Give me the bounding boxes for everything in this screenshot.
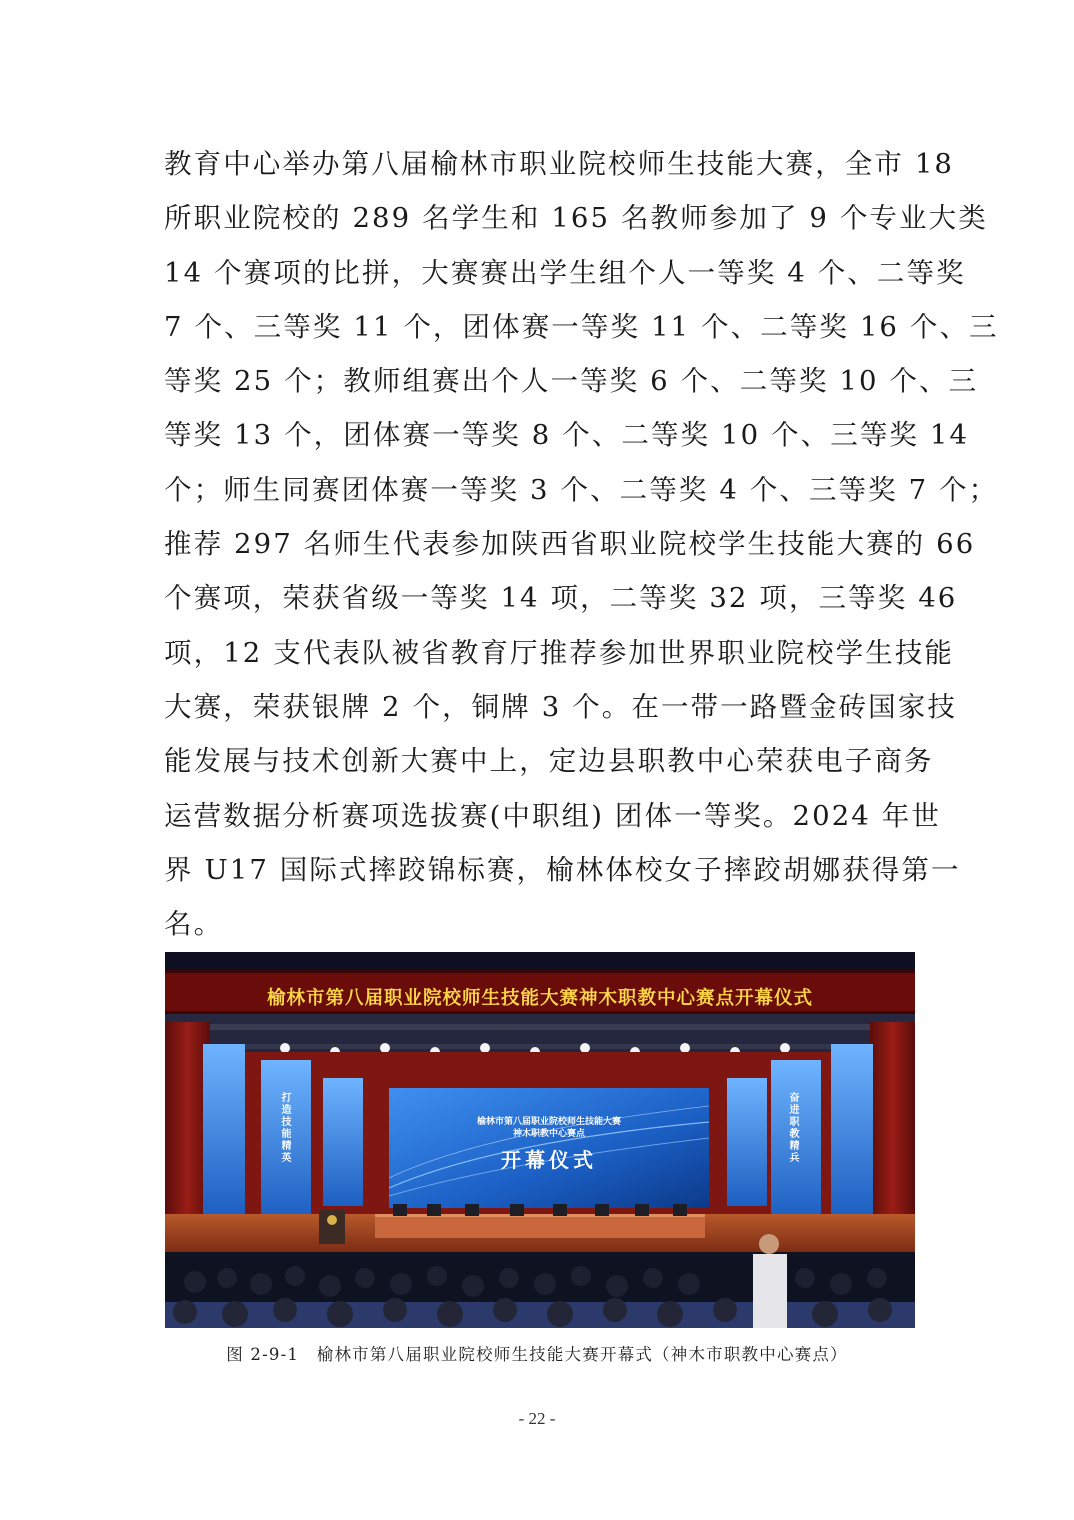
body-line: 等奖 13 个，团体赛一等奖 8 个、二等奖 10 个、三等奖 14 [164, 419, 970, 452]
body-line: 项，12 支代表队被省教育厅推荐参加世界职业院校学生技能 [164, 636, 955, 669]
figure-caption: 图 2-9-1 榆林市第八届职业院校师生技能大赛开幕式（神木市职教中心赛点） [226, 1345, 848, 1364]
body-line: 7 个、三等奖 11 个，团体赛一等奖 11 个、二等奖 16 个、三 [164, 310, 999, 343]
screen-title-line-1: 榆林市第八届职业院校师生技能大赛 [476, 1117, 621, 1127]
body-line: 运营数据分析赛项选拔赛(中职组) 团体一等奖。2024 年世 [164, 799, 941, 832]
body-line: 所职业院校的 289 名学生和 165 名教师参加了 9 个专业大类 [164, 202, 988, 235]
body-line: 大赛，荣获银牌 2 个，铜牌 3 个。在一带一路暨金砖国家技 [164, 690, 957, 723]
body-line: 个赛项，荣获省级一等奖 14 项，二等奖 32 项，三等奖 46 [164, 582, 958, 615]
body-line: 界 U17 国际式摔跤锦标赛，榆林体校女子摔跤胡娜获得第一 [164, 853, 961, 886]
right-panel-slogan: 奋进职教精兵 [787, 1092, 798, 1164]
screen-title [389, 1116, 709, 1140]
screen-title-line-2: 神木职教中心赛点 [512, 1129, 585, 1139]
banner-title: 榆林市第八届职业院校师生技能大赛神木职教中心赛点开幕仪式 [266, 988, 813, 1009]
body-line: 14 个赛项的比拼，大赛赛出学生组个人一等奖 4 个、二等奖 [164, 256, 966, 289]
body-line: 推荐 297 名师生代表参加陕西省职业院校学生技能大赛的 66 [164, 528, 976, 561]
left-panel-slogan: 打造技能精英 [279, 1092, 290, 1164]
body-line: 教育中心举办第八届榆林市职业院校师生技能大赛，全市 18 [164, 148, 955, 180]
ceremony-photo [165, 952, 915, 1328]
page-number: - 22 - [518, 1409, 556, 1428]
body-line: 等奖 25 个；教师组赛出个人一等奖 6 个、二等奖 10 个、三 [164, 365, 979, 398]
body-line: 个；师生同赛团体赛一等奖 3 个、二等奖 4 个、三等奖 7 个； [164, 473, 999, 506]
body-paragraph [164, 137, 999, 951]
screen-main-title: 开幕仪式 [501, 1148, 597, 1172]
body-line: 名。 [164, 908, 224, 941]
body-line: 能发展与技术创新大赛中上，定边县职教中心荣获电子商务 [164, 745, 934, 778]
